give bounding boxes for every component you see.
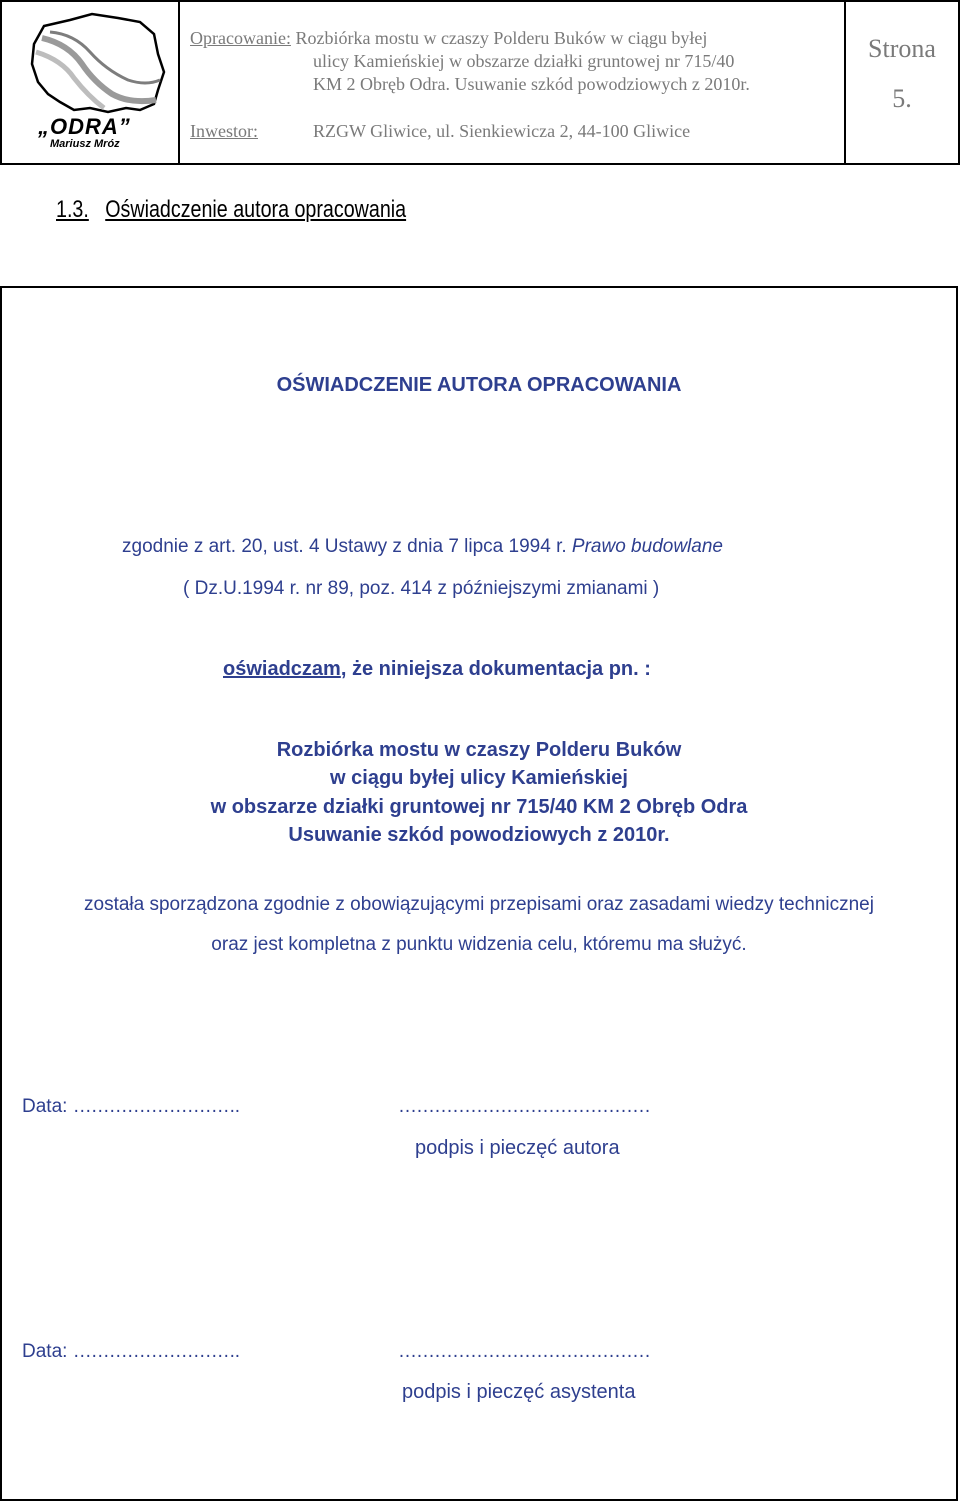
opracowanie-line-3: KM 2 Obręb Odra. Usuwanie szkód powodziowych z 2010r. xyxy=(313,74,750,94)
company-logo xyxy=(8,4,176,156)
opracowanie-line-2: ulicy Kamieńskiej w obszarze działki gruntowej nr 715/40 xyxy=(313,51,735,71)
declaration-line xyxy=(223,658,651,681)
statement-title: OŚWIADCZENIE AUTORA OPRACOWANIA xyxy=(276,374,682,396)
project-line-3: w obszarze działki gruntowej nr 715/40 KM 2 Obręb Odra xyxy=(210,796,748,818)
project-line-1: Rozbiórka mostu w czaszy Polderu Buków xyxy=(276,739,682,761)
signature-1-caption: podpis i pieczęć autora xyxy=(415,1137,620,1159)
signature-1-sign-dots: …………………………………… xyxy=(398,1096,650,1117)
law-line-1-text: zgodnie z art. 20, ust. 4 Ustawy z dnia 7 lipca 1994 r. xyxy=(122,536,572,557)
logo-quote-close: ” xyxy=(118,114,131,139)
section-title: Oświadczenie autora opracowania xyxy=(105,196,407,223)
opracowanie-line-1: Rozbiórka mostu w czaszy Polderu Buków w ciągu byłej xyxy=(295,28,708,48)
declare-word: oświadczam xyxy=(223,658,341,680)
header-page-cell xyxy=(844,0,960,165)
opracowanie-row-1 xyxy=(190,28,707,49)
law-name: Prawo budowlane xyxy=(571,536,723,557)
logo-name: ODRA xyxy=(50,114,119,139)
opracowanie-label: Opracowanie: xyxy=(190,28,291,48)
logo-quote-open: „ xyxy=(38,114,50,139)
compliance-line-1: została sporządzona zgodnie z obowiązującymi przepisami oraz zasadami wiedzy technicznej xyxy=(84,894,874,915)
project-line-2: w ciągu byłej ulicy Kamieńskiej xyxy=(330,767,628,789)
compliance-line-2: oraz jest kompletna z punktu widzenia celu, któremu ma służyć. xyxy=(211,934,747,955)
inwestor-value: RZGW Gliwice, ul. Sienkiewicza 2, 44-100 Gliwice xyxy=(313,121,691,141)
signature-2-date-dots: ………………………. xyxy=(72,1341,239,1362)
signature-1-date xyxy=(22,1096,239,1118)
logo-owner: Mariusz Mróz xyxy=(50,138,120,150)
law-line-1 xyxy=(122,536,723,558)
signature-2-date xyxy=(22,1341,239,1363)
page-number: 5. xyxy=(892,84,912,113)
section-heading xyxy=(56,196,406,224)
signature-2-caption: podpis i pieczęć asystenta xyxy=(402,1381,636,1403)
signature-1-date-label: Data: xyxy=(22,1096,68,1117)
section-number: 1.3. xyxy=(56,196,89,223)
declare-rest: , że niniejsza dokumentacja pn. : xyxy=(340,658,651,680)
inwestor-label: Inwestor: xyxy=(190,121,258,141)
signature-1-date-dots: ………………………. xyxy=(72,1096,239,1117)
strona-label: Strona xyxy=(868,34,936,63)
law-line-2: ( Dz.U.1994 r. nr 89, poz. 414 z późniejszymi zmianami ) xyxy=(183,578,660,599)
signature-2-date-label: Data: xyxy=(22,1341,68,1362)
project-line-4: Usuwanie szkód powodziowych z 2010r. xyxy=(288,824,670,846)
signature-2-sign-dots: …………………………………… xyxy=(398,1341,650,1362)
